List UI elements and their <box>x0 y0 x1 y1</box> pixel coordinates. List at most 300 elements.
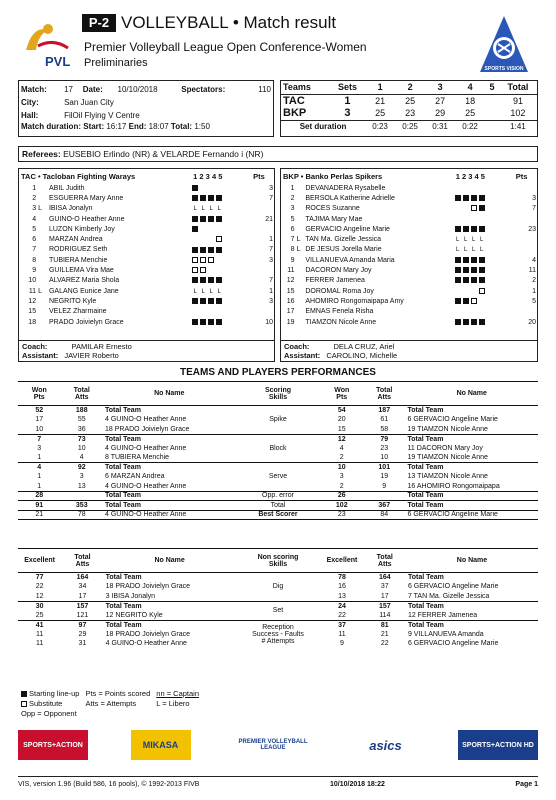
total-points: 91 <box>512 95 523 106</box>
nonscoring-table <box>18 548 538 649</box>
skill-header: Scoring Skills <box>236 382 321 406</box>
referees-box <box>18 146 538 162</box>
player-number: 17 <box>286 308 295 316</box>
player-name: Total Team <box>105 464 141 471</box>
libero-marker: L <box>209 288 213 295</box>
total-value: 353 <box>75 501 88 509</box>
starter-square-icon <box>455 277 461 283</box>
player-row <box>281 317 537 327</box>
player-points: 7 <box>269 246 273 254</box>
player-name: 7 TAN Ma. Gizelle Jessica <box>407 592 490 600</box>
player-name: GUINO-O Heather Anne <box>48 215 125 223</box>
player-number: 18 <box>28 318 37 326</box>
won-header: Excellent <box>18 549 61 573</box>
won-value: 1 <box>37 454 42 461</box>
player-points: 4 <box>532 256 536 264</box>
starter-square-icon <box>455 298 461 304</box>
libero-flag <box>296 317 305 327</box>
perf-row <box>18 501 538 511</box>
total-header: Total Atts <box>61 549 103 573</box>
starter-square-icon <box>192 185 198 191</box>
player-row <box>281 286 537 296</box>
libero-marker: L <box>464 237 468 244</box>
player-name: Total Team <box>105 602 142 610</box>
total-value: 21 <box>380 630 389 638</box>
total-value: 157 <box>378 602 391 610</box>
won-value: 15 <box>337 425 346 433</box>
player-name: Total Team <box>407 407 444 414</box>
player-name: AHOMIRO Rongomaipapa Amy <box>305 297 404 305</box>
total-header: Total Atts <box>363 382 406 406</box>
starter-square-icon <box>192 298 198 304</box>
player-name: Total Team <box>105 574 142 581</box>
set-participation <box>454 214 514 224</box>
starter-square-icon <box>471 195 477 201</box>
score-header: Total <box>507 82 529 93</box>
player-points <box>251 265 274 275</box>
legend-libero: L = Libero <box>156 698 190 708</box>
player-number: 11 <box>28 287 37 295</box>
player-row <box>281 193 537 203</box>
score-header: 2 <box>407 82 413 93</box>
set-participation <box>191 276 251 286</box>
set-score <box>485 107 499 120</box>
player-name: 18 PRADO Joivielyn Grace <box>105 583 191 591</box>
won-value: 11 <box>36 630 44 638</box>
libero-flag <box>296 276 305 286</box>
total-value: 121 <box>76 611 89 619</box>
won-value: 102 <box>335 501 348 509</box>
libero-flag <box>37 214 48 224</box>
player-name: ROCES Suzanne <box>305 205 360 213</box>
starter-square-icon <box>200 277 206 283</box>
player-points: 2 <box>532 277 536 285</box>
set-participation <box>191 214 251 224</box>
libero-marker: L <box>201 206 205 213</box>
starter-square-icon <box>471 226 477 232</box>
starter-square-icon <box>192 319 198 325</box>
player-row <box>281 255 537 265</box>
score-header: 5 <box>489 82 495 93</box>
total-value: 188 <box>75 407 88 414</box>
perf-header-row <box>18 549 538 573</box>
name-header: No Name <box>406 549 538 573</box>
player-name: IBISA Jonalyn <box>48 205 93 213</box>
hall-label: Hall: <box>21 111 39 120</box>
substitute-square-icon <box>192 267 198 273</box>
best-scorer-row <box>18 510 538 520</box>
set-participation <box>454 224 514 234</box>
player-row <box>281 183 537 193</box>
match-info-box <box>18 80 274 137</box>
total-value: 36 <box>77 425 86 433</box>
starter-square-icon <box>455 195 461 201</box>
player-name: Total Team <box>407 501 444 509</box>
team-b-title: BKP • Banko Perlas Spikers <box>283 171 383 181</box>
start-time: 16:17 <box>106 122 127 131</box>
player-points: 5 <box>532 297 536 305</box>
player-points <box>251 307 274 317</box>
player-number: 9 <box>32 267 37 275</box>
player-number: 12 <box>286 277 295 285</box>
player-row <box>281 245 537 255</box>
won-value: 26 <box>337 492 346 500</box>
won-value: 1 <box>37 482 42 490</box>
player-name: 6 GERVACIO Angeline Marie <box>407 640 499 648</box>
starter-square-icon <box>479 195 485 201</box>
starter-square-icon <box>216 298 222 304</box>
starter-square-icon <box>471 319 477 325</box>
player-name: DEVANADERA Rysabelle <box>305 184 386 192</box>
player-points: 21 <box>265 215 273 223</box>
perf-row <box>18 463 538 473</box>
scoreboard <box>280 80 538 137</box>
player-row <box>281 265 537 275</box>
player-name: BERSOLA Katherine Adrielle <box>305 194 395 202</box>
perf-row <box>18 601 538 611</box>
player-number: 3 <box>32 205 37 213</box>
player-points: 7 <box>269 277 273 285</box>
performance-title: TEAMS AND PLAYERS PERFORMANCES <box>180 367 376 378</box>
total-label: Total: <box>170 122 193 131</box>
player-number: 16 <box>286 297 295 305</box>
player-number: 11 <box>287 267 295 275</box>
set-duration: 0:31 <box>432 122 448 132</box>
substitute-square-icon <box>192 257 198 263</box>
won-value: 17 <box>35 416 44 424</box>
player-number: 15 <box>28 308 37 316</box>
libero-marker: L <box>456 237 460 244</box>
player-row <box>19 265 274 275</box>
player-name: 16 AHOMIRO Rongomaipapa <box>407 482 500 490</box>
won-value: 2 <box>339 482 344 490</box>
total-value: 164 <box>76 574 89 581</box>
libero-flag: L <box>296 236 301 244</box>
team-b-staff <box>281 340 537 361</box>
sets-header: 1 2 3 4 5 <box>455 171 485 181</box>
player-name: Total Team <box>407 621 444 629</box>
player-row <box>281 224 537 234</box>
player-row <box>281 234 537 244</box>
total-header: Total Atts <box>364 549 406 573</box>
starter-square-icon <box>192 247 198 253</box>
player-name: Total Team <box>407 574 444 581</box>
libero-flag <box>37 276 48 286</box>
player-points: 3 <box>269 184 273 192</box>
sets-won: 1 <box>344 94 351 107</box>
team-code: BKP <box>283 107 307 120</box>
total-value: 157 <box>76 602 89 610</box>
total-value: 55 <box>77 416 86 424</box>
player-name: PRADO Joivielyn Grace <box>48 318 124 326</box>
player-name: NEGRITO Kyle <box>48 297 97 305</box>
starter-square-icon <box>208 216 214 222</box>
player-name: LUZON Kimberly Joy <box>48 225 115 233</box>
libero-flag: L <box>38 287 42 295</box>
libero-flag <box>296 307 305 317</box>
starter-square-icon <box>479 277 485 283</box>
libero-marker: L <box>472 247 476 254</box>
player-points: 1 <box>269 236 273 244</box>
assistant-name: CAROLINO, Michelle <box>326 351 398 360</box>
substitute-square-icon <box>208 257 214 263</box>
player-row <box>19 183 274 193</box>
assistant-label: Assistant: <box>22 351 59 360</box>
skill-label: Block <box>269 444 287 452</box>
player-name: TUBIERA Menchie <box>48 256 108 264</box>
player-points <box>251 204 274 214</box>
player-row <box>281 296 537 306</box>
set-participation <box>454 204 514 214</box>
starter-square-icon <box>200 195 206 201</box>
player-row <box>19 276 274 286</box>
team-a-roster <box>18 168 275 362</box>
total-value: 10 <box>380 454 389 461</box>
perf-row <box>18 620 538 630</box>
won-value: 4 <box>339 444 344 452</box>
set-participation <box>454 286 514 296</box>
set-participation <box>454 307 514 317</box>
legend-pts: Pts = Points scored <box>85 688 151 698</box>
player-number: 1 <box>290 184 295 192</box>
doc-title: VOLLEYBALL • Match result <box>121 13 337 32</box>
sports-action-hd-logo: SPORTS+ACTION HD <box>458 730 538 760</box>
player-name: 4 GUINO-O Heather Anne <box>105 511 187 519</box>
player-name: 4 GUINO-O Heather Anne <box>105 444 187 452</box>
player-number: 4 <box>32 215 37 223</box>
starter-square-icon <box>479 226 485 232</box>
starter-square-icon <box>463 267 469 273</box>
set-score: 23 <box>405 108 416 119</box>
player-name: DOROMAL Roma Joy <box>305 287 374 295</box>
player-name: 6 MARZAN Andrea <box>105 473 165 481</box>
set-duration-total: 1:41 <box>510 122 526 132</box>
set-score: 18 <box>465 95 476 106</box>
set-participation <box>191 193 251 203</box>
set-score: 25 <box>405 95 416 106</box>
won-value: 11 <box>338 630 346 638</box>
total-value: 9 <box>382 482 387 490</box>
libero-marker: L <box>209 206 213 213</box>
total-value: 17 <box>78 592 87 600</box>
total-value: 164 <box>378 574 391 581</box>
set-participation <box>191 307 251 317</box>
set-participation <box>191 224 251 234</box>
legend-atts: Atts = Attempts <box>85 698 137 708</box>
won-value: 7 <box>37 435 42 443</box>
libero-flag: L <box>38 205 42 213</box>
libero-flag <box>37 296 48 306</box>
player-row <box>19 224 274 234</box>
set-score: 21 <box>375 95 386 106</box>
starter-square-icon <box>216 247 222 253</box>
player-points: 20 <box>528 318 536 326</box>
player-points: 10 <box>265 318 273 326</box>
starter-square-icon <box>463 195 469 201</box>
player-row <box>19 317 274 327</box>
player-number: 7 <box>32 246 37 254</box>
hall-value: FilOil Flying V Centre <box>64 111 140 120</box>
player-name: Total Team <box>407 464 444 471</box>
libero-flag <box>296 296 305 306</box>
player-name: 3 IBISA Jonalyn <box>105 592 156 600</box>
total-value: 37 <box>380 583 389 591</box>
total-value: 58 <box>380 425 389 433</box>
player-name: Total Team <box>105 621 142 629</box>
player-number: 9 <box>290 256 295 264</box>
set-duration: 0:23 <box>372 122 388 132</box>
player-points <box>514 307 537 317</box>
libero-flag <box>296 214 305 224</box>
total-value: 101 <box>378 464 391 471</box>
player-number: 19 <box>286 318 295 326</box>
won-value: 22 <box>35 583 44 591</box>
total-header: Total Atts <box>61 382 104 406</box>
team-code: TAC <box>283 94 305 107</box>
set-participation <box>454 193 514 203</box>
libero-flag <box>37 307 48 317</box>
starter-square-icon <box>479 319 485 325</box>
starter-square-icon <box>455 319 461 325</box>
won-header: Excellent <box>320 549 363 573</box>
set-duration: 0:25 <box>402 122 418 132</box>
player-points: 1 <box>532 287 536 295</box>
starter-square-icon <box>463 257 469 263</box>
total-value: 29 <box>78 630 87 638</box>
score-header: 1 <box>377 82 383 93</box>
player-name: GERVACIO Angeline Marie <box>305 225 390 233</box>
player-name: 11 DACORON Mary Joy <box>407 444 483 452</box>
player-row <box>19 286 274 296</box>
player-row <box>19 234 274 244</box>
player-name: DACORON Mary Joy <box>305 267 372 275</box>
set-participation <box>454 276 514 286</box>
player-name: ABIL Judith <box>48 184 85 192</box>
total-value: 4 <box>79 454 84 461</box>
total-value: 73 <box>77 435 86 443</box>
set-score: 27 <box>435 95 446 106</box>
total-value: 61 <box>380 416 389 424</box>
set-score <box>485 94 499 107</box>
won-value: 11 <box>36 640 44 648</box>
score-header: 3 <box>437 82 443 93</box>
total-points: 102 <box>510 108 526 119</box>
player-points <box>514 183 537 193</box>
svg-text:SPORTS VISION: SPORTS VISION <box>484 66 524 72</box>
player-name: 4 GUINO-O Heather Anne <box>105 640 187 648</box>
starter-square-icon <box>455 257 461 263</box>
won-value: 21 <box>35 511 44 519</box>
total-value: 187 <box>378 407 391 414</box>
total-value: 84 <box>380 511 389 519</box>
skill-label: Dig <box>272 583 284 591</box>
match-date: 10/10/2018 <box>117 85 158 94</box>
won-value: 28 <box>35 492 44 500</box>
substitute-square-icon <box>200 257 206 263</box>
total-value: 114 <box>379 611 391 619</box>
player-name: 19 TIAMZON Nicole Anne <box>407 454 488 461</box>
libero-flag: L <box>296 246 301 254</box>
starter-square-icon <box>463 226 469 232</box>
player-name: 6 GERVACIO Angeline Marie <box>407 583 499 591</box>
set-participation <box>191 183 251 193</box>
total-value: 17 <box>380 592 389 600</box>
total-value: 367 <box>378 501 391 509</box>
starter-square-icon <box>471 277 477 283</box>
skill-label: Opp. error <box>262 492 294 500</box>
player-name: 12 NEGRITO Kyle <box>105 611 163 619</box>
start-label: Start: <box>83 122 105 131</box>
won-value: 54 <box>337 407 346 414</box>
set-participation <box>454 255 514 265</box>
player-name: 9 VILLANUEVA Amanda <box>407 630 484 638</box>
svg-text:PVL: PVL <box>45 54 71 69</box>
won-value: 16 <box>338 583 346 591</box>
player-number: 12 <box>28 297 37 305</box>
coach-label: Coach: <box>284 342 310 351</box>
libero-marker: L <box>217 206 221 213</box>
libero-flag <box>296 183 305 193</box>
player-name: Total Team <box>105 435 141 443</box>
player-points <box>514 245 537 255</box>
sets-won: 3 <box>344 107 351 120</box>
player-name: MARZAN Andrea <box>48 236 103 244</box>
won-value: 2 <box>339 454 344 461</box>
starter-square-icon <box>463 298 469 304</box>
total-value: 81 <box>380 621 389 629</box>
starter-square-icon <box>479 267 485 273</box>
libero-marker: L <box>193 206 197 213</box>
pvl-sponsor-logo: PREMIER VOLLEYBALL LEAGUE <box>238 739 308 751</box>
player-name: 8 TUBIERA Menchie <box>105 454 170 461</box>
starter-square-icon <box>192 216 198 222</box>
score-header-row <box>281 81 537 94</box>
player-points <box>514 214 537 224</box>
referees-label: Referees: <box>22 149 61 159</box>
libero-marker: L <box>472 237 476 244</box>
total-value: 10 <box>77 444 86 452</box>
substitute-square-icon <box>479 288 485 294</box>
player-row <box>19 193 274 203</box>
player-name: 19 TIAMZON Nicole Anne <box>407 425 488 433</box>
total-value: 19 <box>380 473 389 481</box>
substitute-square-icon <box>200 267 206 273</box>
footer <box>18 776 538 788</box>
starter-square-icon <box>216 216 222 222</box>
libero-flag <box>296 255 305 265</box>
player-number: 8 <box>32 256 37 264</box>
libero-flag <box>37 224 48 234</box>
scoring-table <box>18 381 538 520</box>
asics-logo: asics <box>369 737 402 753</box>
libero-flag <box>37 183 48 193</box>
filled-square-icon <box>21 691 27 697</box>
total-value: 13 <box>77 482 86 490</box>
libero-flag <box>37 317 48 327</box>
player-points: 7 <box>532 205 536 213</box>
set-participation <box>191 296 251 306</box>
total-duration: 1:50 <box>194 122 210 131</box>
player-name: ESGUERRA Mary Anne <box>48 194 124 202</box>
skill-label: Total <box>270 501 286 509</box>
legend <box>18 688 318 718</box>
total-value: 78 <box>77 511 86 519</box>
footer-version: VIS, version 1.96 (Build 586, 16 pools), © 1992-2013 FIVB <box>18 781 200 788</box>
player-row <box>19 255 274 265</box>
player-name: GUILLEMA Vira Mae <box>48 267 114 275</box>
won-value: 24 <box>338 602 346 610</box>
team-a-title: TAC • Tacloban Fighting Warays <box>21 171 136 181</box>
